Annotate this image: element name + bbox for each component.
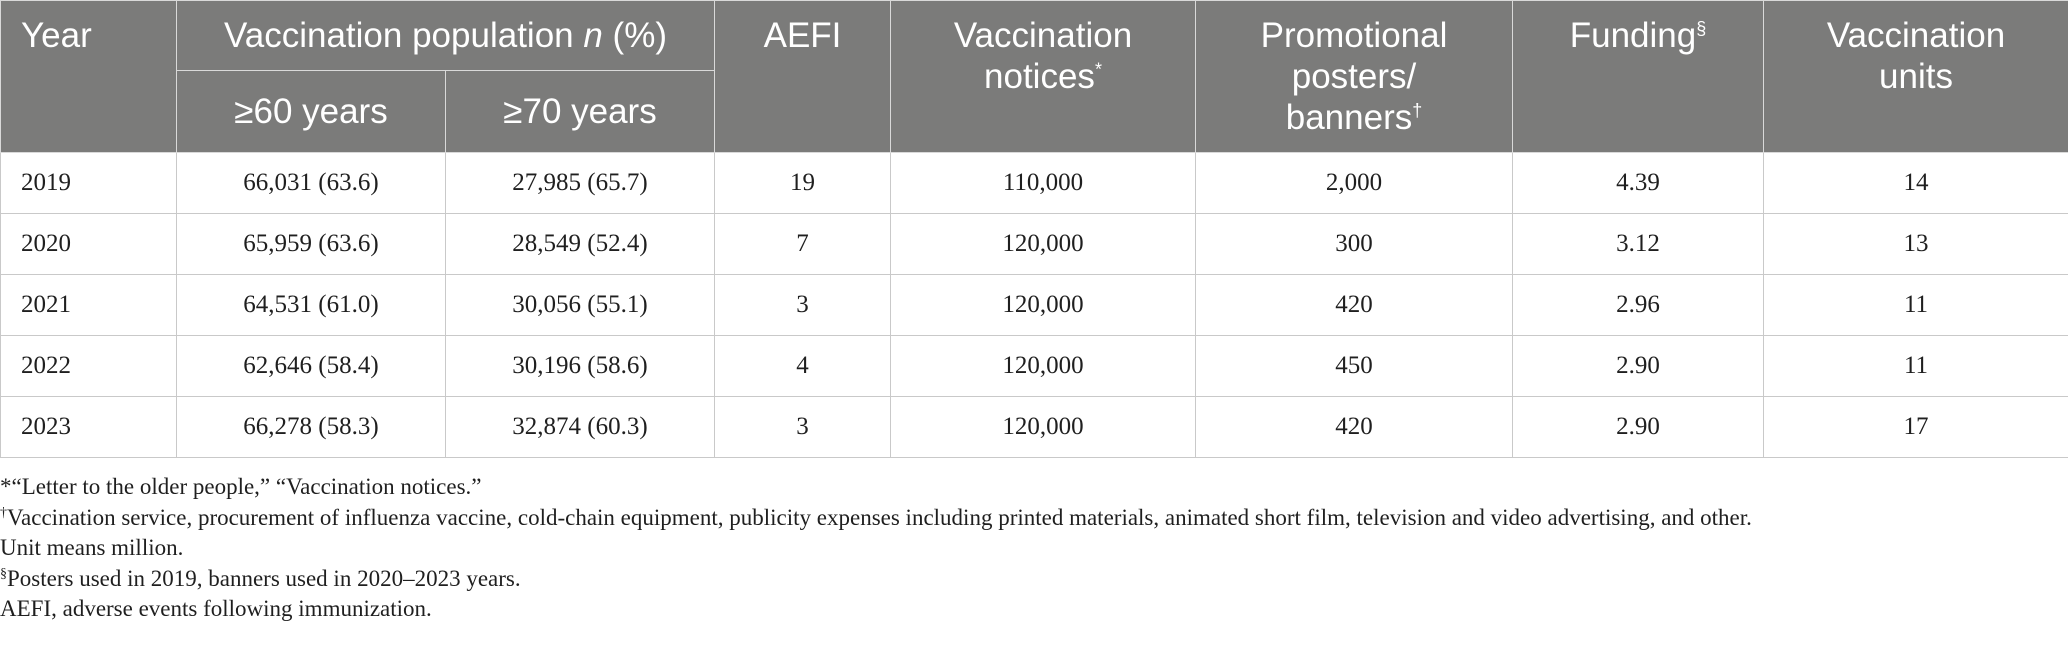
cell-aefi: 19 [715, 153, 891, 214]
header-ge60 [177, 71, 446, 153]
header-funding-mark: § [1696, 18, 1707, 39]
cell-posters: 420 [1196, 397, 1513, 458]
cell-notices: 120,000 [891, 214, 1196, 275]
cell-year: 2023 [1, 397, 177, 458]
table-row [1, 214, 2068, 275]
cell-ge60: 66,278 (58.3) [177, 397, 446, 458]
cell-aefi: 4 [715, 336, 891, 397]
cell-posters: 2,000 [1196, 153, 1513, 214]
header-ge70-label: ≥70 years [503, 92, 657, 131]
footnote-mark: § [0, 565, 7, 581]
footnote-text: AEFI, adverse events following immunization. [0, 596, 432, 621]
header-vaccination-units [1764, 1, 2068, 153]
cell-ge70: 27,985 (65.7) [446, 153, 715, 214]
table-body [1, 153, 2068, 458]
header-aefi [715, 1, 891, 153]
header-funding-label: Funding [1569, 16, 1697, 55]
cell-year: 2019 [1, 153, 177, 214]
cell-units: 17 [1764, 397, 2068, 458]
cell-notices: 120,000 [891, 275, 1196, 336]
footnote-notices [0, 472, 2068, 503]
cell-funding: 2.90 [1513, 397, 1764, 458]
table-row [1, 397, 2068, 458]
header-units-line2: units [1879, 57, 1953, 96]
cell-ge60: 64,531 (61.0) [177, 275, 446, 336]
footnote-funding-description [0, 503, 2068, 534]
footnote-mark: † [0, 504, 7, 520]
cell-units: 13 [1764, 214, 2068, 275]
footnote-text: Posters used in 2019, banners used in 2020–2023 years. [7, 565, 521, 591]
cell-notices: 120,000 [891, 336, 1196, 397]
cell-year: 2020 [1, 214, 177, 275]
cell-year: 2022 [1, 336, 177, 397]
header-notices-mark: * [1094, 59, 1102, 80]
header-aefi-label: AEFI [763, 16, 842, 55]
header-ge70 [446, 71, 715, 153]
cell-ge70: 30,056 (55.1) [446, 275, 715, 336]
cell-posters: 420 [1196, 275, 1513, 336]
cell-funding: 3.12 [1513, 214, 1764, 275]
header-promotional-posters [1196, 1, 1513, 153]
header-population-group [177, 1, 715, 71]
header-posters-line1: Promotional [1260, 16, 1448, 55]
cell-funding: 2.96 [1513, 275, 1764, 336]
header-year-label: Year [21, 16, 92, 55]
header-population-n: n [583, 16, 603, 55]
footnote-text: “Letter to the older people,” “Vaccination notices.” [11, 474, 482, 499]
header-posters-line3: banners [1285, 98, 1413, 137]
table-row [1, 336, 2068, 397]
cell-aefi: 3 [715, 275, 891, 336]
cell-ge60: 62,646 (58.4) [177, 336, 446, 397]
cell-notices: 120,000 [891, 397, 1196, 458]
cell-ge60: 65,959 (63.6) [177, 214, 446, 275]
header-population-suffix: (%) [602, 16, 667, 55]
footnote-text: Unit means million. [0, 535, 184, 560]
cell-posters: 300 [1196, 214, 1513, 275]
header-notices-line2: notices [984, 57, 1095, 96]
footnote-aefi-abbreviation [0, 594, 2068, 625]
footnote-posters-banners [0, 564, 2068, 595]
header-posters-line2: posters/ [1291, 57, 1417, 96]
table-row [1, 275, 2068, 336]
cell-units: 11 [1764, 336, 2068, 397]
cell-ge70: 28,549 (52.4) [446, 214, 715, 275]
table-header [1, 1, 2068, 153]
header-row-top [1, 1, 2068, 71]
footnote-text: Vaccination service, procurement of influenza vaccine, cold-chain equipment, publicity expenses including printed materials, animated short film, television and video advertising, and other. [7, 504, 1752, 530]
cell-ge70: 32,874 (60.3) [446, 397, 715, 458]
cell-funding: 4.39 [1513, 153, 1764, 214]
cell-ge70: 30,196 (58.6) [446, 336, 715, 397]
header-vaccination-notices [891, 1, 1196, 153]
cell-funding: 2.90 [1513, 336, 1764, 397]
footnote-mark: * [0, 474, 12, 499]
cell-units: 14 [1764, 153, 2068, 214]
cell-ge60: 66,031 (63.6) [177, 153, 446, 214]
header-notices-line1: Vaccination [953, 16, 1133, 55]
cell-year: 2021 [1, 275, 177, 336]
table-row [1, 153, 2068, 214]
header-ge60-label: ≥60 years [234, 92, 388, 131]
header-population-prefix: Vaccination population [224, 16, 584, 55]
cell-notices: 110,000 [891, 153, 1196, 214]
header-units-line1: Vaccination [1826, 16, 2006, 55]
footnote-unit [0, 533, 2068, 564]
cell-posters: 450 [1196, 336, 1513, 397]
header-funding [1513, 1, 1764, 153]
header-posters-mark: † [1412, 100, 1423, 121]
header-year [1, 1, 177, 153]
footnotes [0, 472, 2068, 625]
cell-aefi: 3 [715, 397, 891, 458]
cell-units: 11 [1764, 275, 2068, 336]
cell-aefi: 7 [715, 214, 891, 275]
